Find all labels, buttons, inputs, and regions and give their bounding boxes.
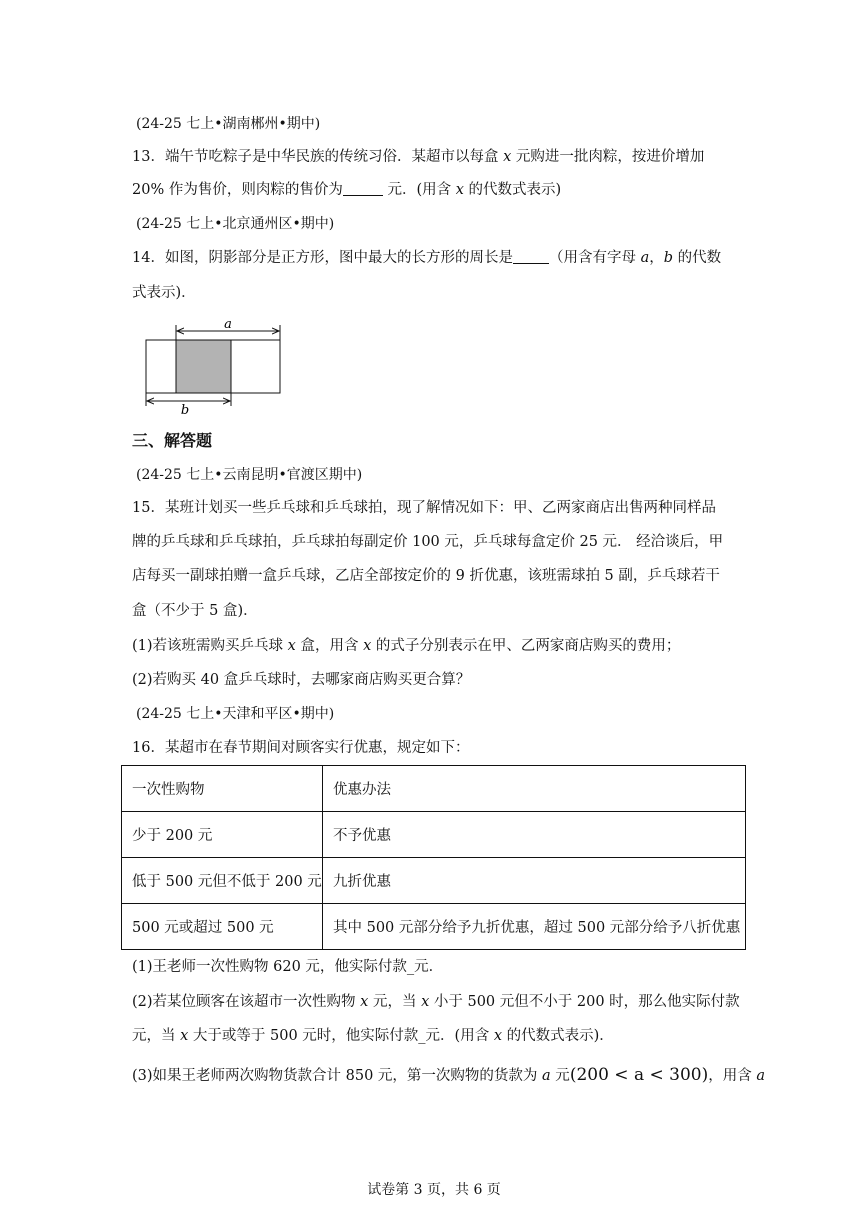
q16-var-a-2: a bbox=[756, 1068, 765, 1084]
q15-line3: 店每买一副球拍赠一盒乒乓球，乙店全部按定价的 9 折优惠，该班需球拍 5 副，乒乓球若干 bbox=[132, 568, 720, 584]
q16-var-x-2: x bbox=[421, 994, 430, 1010]
q13-var-x: x bbox=[503, 149, 512, 165]
q15-var-x-2: x bbox=[363, 638, 372, 654]
q13-answer-blank[interactable] bbox=[343, 181, 383, 196]
q16-sub2-c: 小于 500 元但不小于 200 时，那么他实际付款 bbox=[429, 994, 740, 1010]
q14-var-a: a bbox=[640, 250, 650, 266]
table-cell: 低于 500 元但不低于 200 元 bbox=[122, 858, 323, 904]
q14-var-b: b bbox=[663, 250, 674, 266]
table-cell: 其中 500 元部分给予九折优惠，超过 500 元部分给予八折优惠 bbox=[323, 904, 746, 950]
table-cell: 九折优惠 bbox=[323, 858, 746, 904]
q14-label-a: a bbox=[224, 317, 232, 332]
q15-source: (24-25 七上•云南昆明•官渡区期中) bbox=[136, 467, 363, 483]
q14-sep: ， bbox=[649, 250, 664, 266]
q15-sub1-b: 盒，用含 bbox=[295, 638, 359, 654]
q13-text-a: 13．端午节吃粽子是中华民族的传统习俗．某超市以每盒 bbox=[132, 149, 499, 165]
q16-sub2-a: (2)若某位顾客在该超市一次性购物 bbox=[132, 994, 356, 1010]
q15-line4: 盒（不少于 5 盒)． bbox=[132, 603, 258, 619]
q16-sub2-e: 大于或等于 500 元时，他实际付款_元．(用含 bbox=[188, 1028, 490, 1044]
q16-source: (24-25 七上•天津和平区•期中) bbox=[136, 706, 335, 722]
q16-var-a: a bbox=[542, 1068, 551, 1084]
q13-line2 bbox=[132, 180, 561, 200]
q16-sub2-line2 bbox=[132, 1026, 614, 1046]
table-cell: 不予优惠 bbox=[323, 812, 746, 858]
q16-sub2-d: 元，当 bbox=[132, 1028, 176, 1044]
table-cell: 少于 200 元 bbox=[122, 812, 323, 858]
q13-text-c: 20% 作为售价，则肉粽的售价为 bbox=[132, 182, 343, 198]
section3-title: 三、解答题 bbox=[132, 431, 213, 450]
q16-var-x-3: x bbox=[180, 1028, 189, 1044]
q16-sub3-a: (3)如果王老师两次购物货款合计 850 元，第一次购物的货款为 bbox=[132, 1068, 538, 1084]
table-row bbox=[122, 858, 746, 904]
q13-var-x-2: x bbox=[455, 182, 464, 198]
q16-sub3-inequality: (200 < a < 300) bbox=[569, 1065, 709, 1085]
q13-line1 bbox=[132, 147, 704, 167]
q14-line1 bbox=[132, 248, 721, 268]
q13-source: (24-25 七上•湖南郴州•期中) bbox=[136, 116, 321, 132]
q15-sub1 bbox=[132, 636, 680, 656]
q14-text-a: 14．如图，阴影部分是正方形，图中最大的长方形的周长是 bbox=[132, 250, 513, 266]
q14-source: (24-25 七上•北京通州区•期中) bbox=[136, 216, 335, 232]
table-cell: 优惠办法 bbox=[323, 766, 746, 812]
page-footer: 试卷第 3 页，共 6 页 bbox=[367, 1182, 501, 1198]
q14-text-b: （用含有字母 bbox=[548, 250, 636, 266]
q15-sub1-c: 的式子分别表示在甲、乙两家商店购买的费用； bbox=[371, 638, 681, 654]
q15-line1: 15．某班计划买一些乒乓球和乒乓球拍，现了解情况如下：甲、乙两家商店出售两种同样品 bbox=[132, 500, 716, 516]
table-row bbox=[122, 766, 746, 812]
q14-answer-blank[interactable] bbox=[513, 249, 549, 264]
q15-sub1-a: (1)若该班需购买乒乓球 bbox=[132, 638, 284, 654]
q16-sub3-c: ，用含 bbox=[708, 1068, 752, 1084]
table-row bbox=[122, 812, 746, 858]
table-cell: 500 元或超过 500 元 bbox=[122, 904, 323, 950]
q16-sub2-f: 的代数式表示)． bbox=[502, 1028, 614, 1044]
q16-sub2-line1 bbox=[132, 992, 740, 1012]
q16-var-x-4: x bbox=[493, 1028, 503, 1044]
q14-text-c: 的代数 bbox=[673, 250, 722, 266]
q16-sub3-b: 元 bbox=[550, 1068, 570, 1084]
q14-label-b: b bbox=[180, 403, 190, 416]
q15-sub2: (2)若购买 40 盒乒乓球时，去哪家商店购买更合算？ bbox=[132, 672, 471, 688]
q16-discount-table bbox=[121, 765, 746, 950]
table-row bbox=[122, 904, 746, 950]
q14-shaded-square bbox=[176, 340, 231, 393]
table-cell: 一次性购物 bbox=[122, 766, 323, 812]
q14-figure bbox=[140, 316, 290, 416]
q15-var-x: x bbox=[287, 638, 296, 654]
q13-text-d: 元．(用含 bbox=[382, 182, 452, 198]
q13-text-e: 的代数式表示) bbox=[463, 182, 562, 198]
q16-sub2-b: 元，当 bbox=[368, 994, 417, 1010]
q16-line1: 16．某超市在春节期间对顾客实行优惠，规定如下： bbox=[132, 740, 470, 756]
q14-line2: 式表示)． bbox=[132, 285, 196, 301]
q13-text-b: 元购进一批肉粽，按进价增加 bbox=[511, 149, 705, 165]
q16-var-x: x bbox=[360, 994, 369, 1010]
q16-sub1: (1)王老师一次性购物 620 元，他实际付款_元． bbox=[132, 959, 444, 975]
q16-sub3 bbox=[132, 1065, 765, 1086]
q15-line2: 牌的乒乓球和乒乓球拍，乒乓球拍每副定价 100 元，乒乓球每盒定价 25 元． 经洽谈后，甲 bbox=[132, 534, 724, 550]
